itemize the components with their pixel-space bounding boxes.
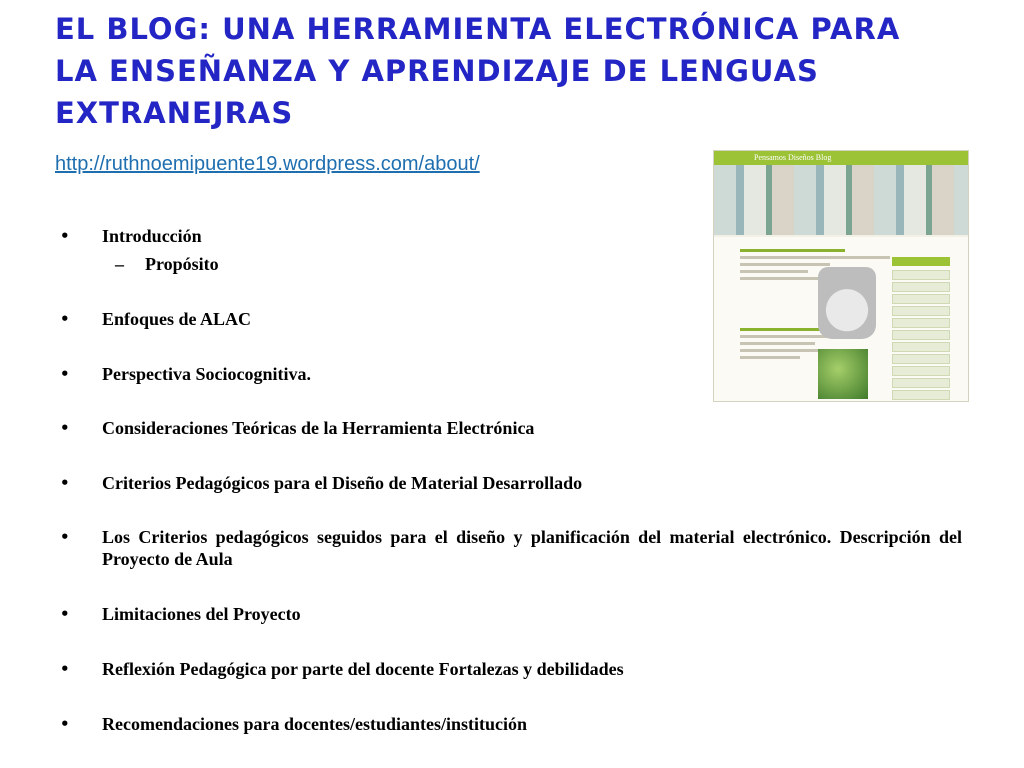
list-item-text: Recomendaciones para docentes/estudiantes/institución [102,714,527,734]
sub-list-item-text: Propósito [145,254,219,274]
list-item [60,225,962,247]
slide-title: EL BLOG: UNA HERRAMIENTA ELECTRÓNICA PARA LA ENSEÑANZA Y APRENDIZAJE DE LENGUAS EXTRANEJRAS [55,12,901,130]
list-item [60,417,962,439]
list-item-text: Criterios Pedagógicos para el Diseño de Material Desarrollado [102,473,583,493]
bullet-icon: • [60,660,70,678]
list-item-text: Limitaciones del Proyecto [102,604,301,624]
list-item [60,308,962,330]
bullet-icon: • [60,365,70,383]
bullet-icon: • [60,227,70,245]
bullet-icon: • [60,310,70,328]
blog-header-text: Pensamos Diseños Blog [754,153,832,162]
bullet-icon: • [60,474,70,492]
list-item [60,526,962,570]
list-item-text: Consideraciones Teóricas de la Herramienta Electrónica [102,418,535,438]
sub-list-item [115,253,1017,275]
list-item [60,713,962,735]
bullet-icon: • [60,605,70,623]
list-item-text: Reflexión Pedagógica por parte del docente Fortalezas y debilidades [102,659,624,679]
dash-icon: – [115,254,124,274]
blog-link[interactable]: http://ruthnoemipuente19.wordpress.com/about/ [55,153,480,175]
bullet-icon: • [60,715,70,733]
bullet-icon: • [60,528,70,546]
list-item [60,658,962,680]
bullet-icon: • [60,419,70,437]
list-item [60,603,962,625]
blog-header-bar [714,151,968,165]
list-item [60,472,962,494]
list-item-text: Introducción [102,226,202,246]
list-item-text: Enfoques de ALAC [102,309,252,329]
list-item [60,363,962,385]
list-item-text: Perspectiva Sociocognitiva. [102,364,311,384]
list-item-text: Los Criterios pedagógicos seguidos para el diseño y planificación del material electrónico. Descripción del Proyecto de Aula [102,527,962,569]
